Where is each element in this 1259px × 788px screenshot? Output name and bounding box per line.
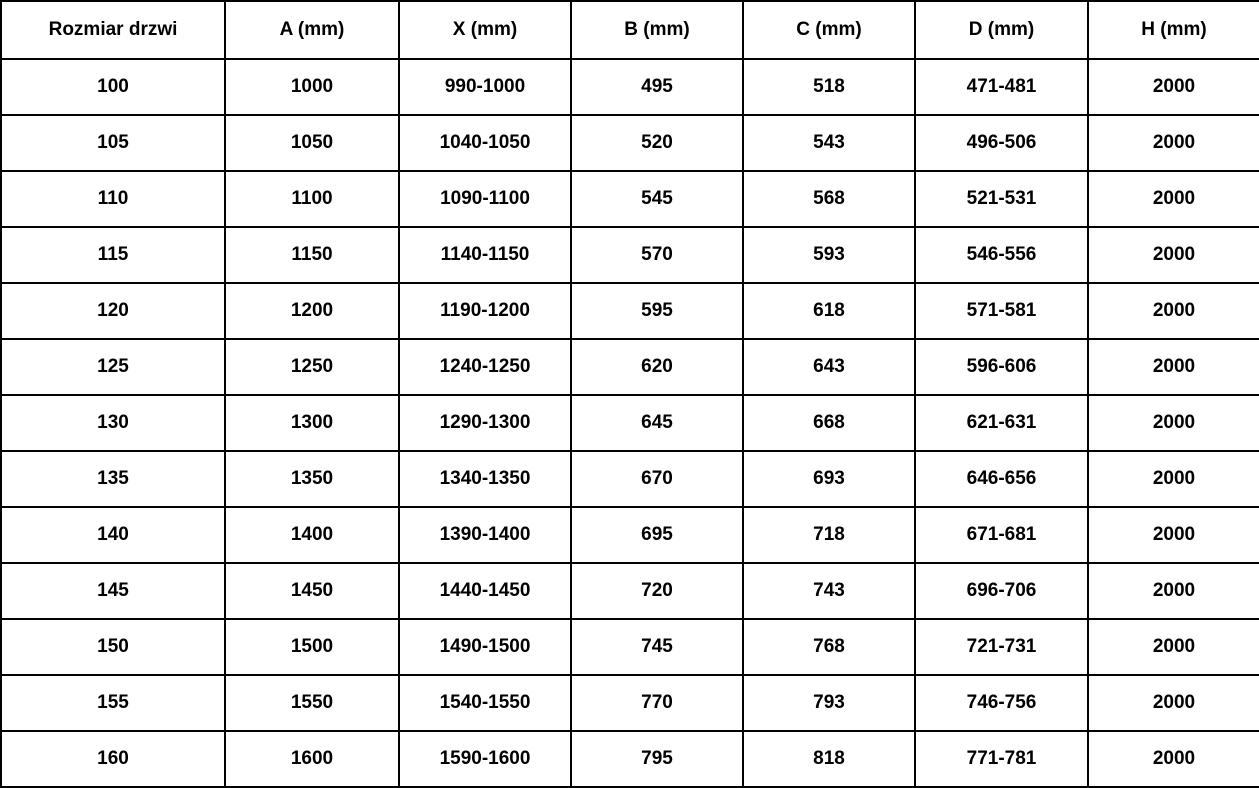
cell-h: 2000 (1088, 227, 1259, 283)
cell-d: 571-581 (915, 283, 1088, 339)
cell-a: 1500 (225, 619, 399, 675)
cell-a: 1150 (225, 227, 399, 283)
cell-x: 1190-1200 (399, 283, 571, 339)
cell-b: 645 (571, 395, 743, 451)
cell-rozmiar-drzwi: 140 (1, 507, 225, 563)
cell-c: 743 (743, 563, 915, 619)
cell-rozmiar-drzwi: 110 (1, 171, 225, 227)
cell-x: 1090-1100 (399, 171, 571, 227)
cell-a: 1450 (225, 563, 399, 619)
table-row (1, 507, 1259, 563)
cell-h: 2000 (1088, 731, 1259, 787)
cell-h: 2000 (1088, 339, 1259, 395)
column-header-c: C (mm) (743, 1, 915, 59)
cell-rozmiar-drzwi: 115 (1, 227, 225, 283)
cell-c: 618 (743, 283, 915, 339)
cell-x: 1590-1600 (399, 731, 571, 787)
cell-b: 670 (571, 451, 743, 507)
cell-d: 696-706 (915, 563, 1088, 619)
cell-b: 695 (571, 507, 743, 563)
table-row (1, 339, 1259, 395)
cell-d: 671-681 (915, 507, 1088, 563)
cell-b: 620 (571, 339, 743, 395)
column-header-h: H (mm) (1088, 1, 1259, 59)
column-header-rozmiar-drzwi: Rozmiar drzwi (1, 1, 225, 59)
table-row (1, 563, 1259, 619)
table-row (1, 619, 1259, 675)
cell-rozmiar-drzwi: 125 (1, 339, 225, 395)
cell-b: 770 (571, 675, 743, 731)
cell-rozmiar-drzwi: 105 (1, 115, 225, 171)
table-row (1, 395, 1259, 451)
cell-c: 768 (743, 619, 915, 675)
table-row (1, 115, 1259, 171)
cell-c: 543 (743, 115, 915, 171)
table-row (1, 731, 1259, 787)
cell-h: 2000 (1088, 619, 1259, 675)
cell-h: 2000 (1088, 563, 1259, 619)
cell-b: 745 (571, 619, 743, 675)
table-header-row (1, 1, 1259, 59)
cell-h: 2000 (1088, 283, 1259, 339)
cell-x: 1240-1250 (399, 339, 571, 395)
cell-x: 1490-1500 (399, 619, 571, 675)
cell-c: 518 (743, 59, 915, 115)
cell-x: 1290-1300 (399, 395, 571, 451)
column-header-d: D (mm) (915, 1, 1088, 59)
cell-a: 1350 (225, 451, 399, 507)
table-row (1, 451, 1259, 507)
cell-d: 471-481 (915, 59, 1088, 115)
cell-h: 2000 (1088, 59, 1259, 115)
cell-x: 1390-1400 (399, 507, 571, 563)
cell-h: 2000 (1088, 171, 1259, 227)
column-header-a: A (mm) (225, 1, 399, 59)
cell-x: 1540-1550 (399, 675, 571, 731)
cell-x: 1440-1450 (399, 563, 571, 619)
table-header (1, 1, 1259, 59)
cell-b: 595 (571, 283, 743, 339)
cell-h: 2000 (1088, 675, 1259, 731)
cell-c: 643 (743, 339, 915, 395)
cell-d: 746-756 (915, 675, 1088, 731)
cell-d: 596-606 (915, 339, 1088, 395)
cell-x: 1040-1050 (399, 115, 571, 171)
cell-c: 793 (743, 675, 915, 731)
cell-b: 495 (571, 59, 743, 115)
cell-b: 720 (571, 563, 743, 619)
cell-x: 1140-1150 (399, 227, 571, 283)
cell-h: 2000 (1088, 115, 1259, 171)
table-row (1, 227, 1259, 283)
cell-b: 545 (571, 171, 743, 227)
cell-c: 693 (743, 451, 915, 507)
cell-rozmiar-drzwi: 135 (1, 451, 225, 507)
cell-d: 546-556 (915, 227, 1088, 283)
cell-c: 593 (743, 227, 915, 283)
cell-rozmiar-drzwi: 145 (1, 563, 225, 619)
cell-b: 795 (571, 731, 743, 787)
cell-c: 718 (743, 507, 915, 563)
cell-a: 1600 (225, 731, 399, 787)
cell-c: 668 (743, 395, 915, 451)
cell-rozmiar-drzwi: 120 (1, 283, 225, 339)
cell-x: 990-1000 (399, 59, 571, 115)
cell-a: 1000 (225, 59, 399, 115)
cell-a: 1300 (225, 395, 399, 451)
column-header-b: B (mm) (571, 1, 743, 59)
cell-d: 621-631 (915, 395, 1088, 451)
cell-h: 2000 (1088, 451, 1259, 507)
cell-h: 2000 (1088, 507, 1259, 563)
cell-a: 1050 (225, 115, 399, 171)
cell-b: 520 (571, 115, 743, 171)
table-body (1, 59, 1259, 787)
cell-d: 521-531 (915, 171, 1088, 227)
table-row (1, 171, 1259, 227)
cell-a: 1400 (225, 507, 399, 563)
column-header-x: X (mm) (399, 1, 571, 59)
cell-a: 1550 (225, 675, 399, 731)
cell-rozmiar-drzwi: 130 (1, 395, 225, 451)
cell-rozmiar-drzwi: 100 (1, 59, 225, 115)
table-row (1, 59, 1259, 115)
cell-c: 568 (743, 171, 915, 227)
cell-d: 771-781 (915, 731, 1088, 787)
cell-d: 496-506 (915, 115, 1088, 171)
cell-a: 1200 (225, 283, 399, 339)
cell-x: 1340-1350 (399, 451, 571, 507)
cell-h: 2000 (1088, 395, 1259, 451)
table-row (1, 675, 1259, 731)
cell-c: 818 (743, 731, 915, 787)
cell-d: 721-731 (915, 619, 1088, 675)
cell-rozmiar-drzwi: 160 (1, 731, 225, 787)
cell-a: 1100 (225, 171, 399, 227)
cell-b: 570 (571, 227, 743, 283)
cell-d: 646-656 (915, 451, 1088, 507)
cell-a: 1250 (225, 339, 399, 395)
cell-rozmiar-drzwi: 155 (1, 675, 225, 731)
cell-rozmiar-drzwi: 150 (1, 619, 225, 675)
table-row (1, 283, 1259, 339)
